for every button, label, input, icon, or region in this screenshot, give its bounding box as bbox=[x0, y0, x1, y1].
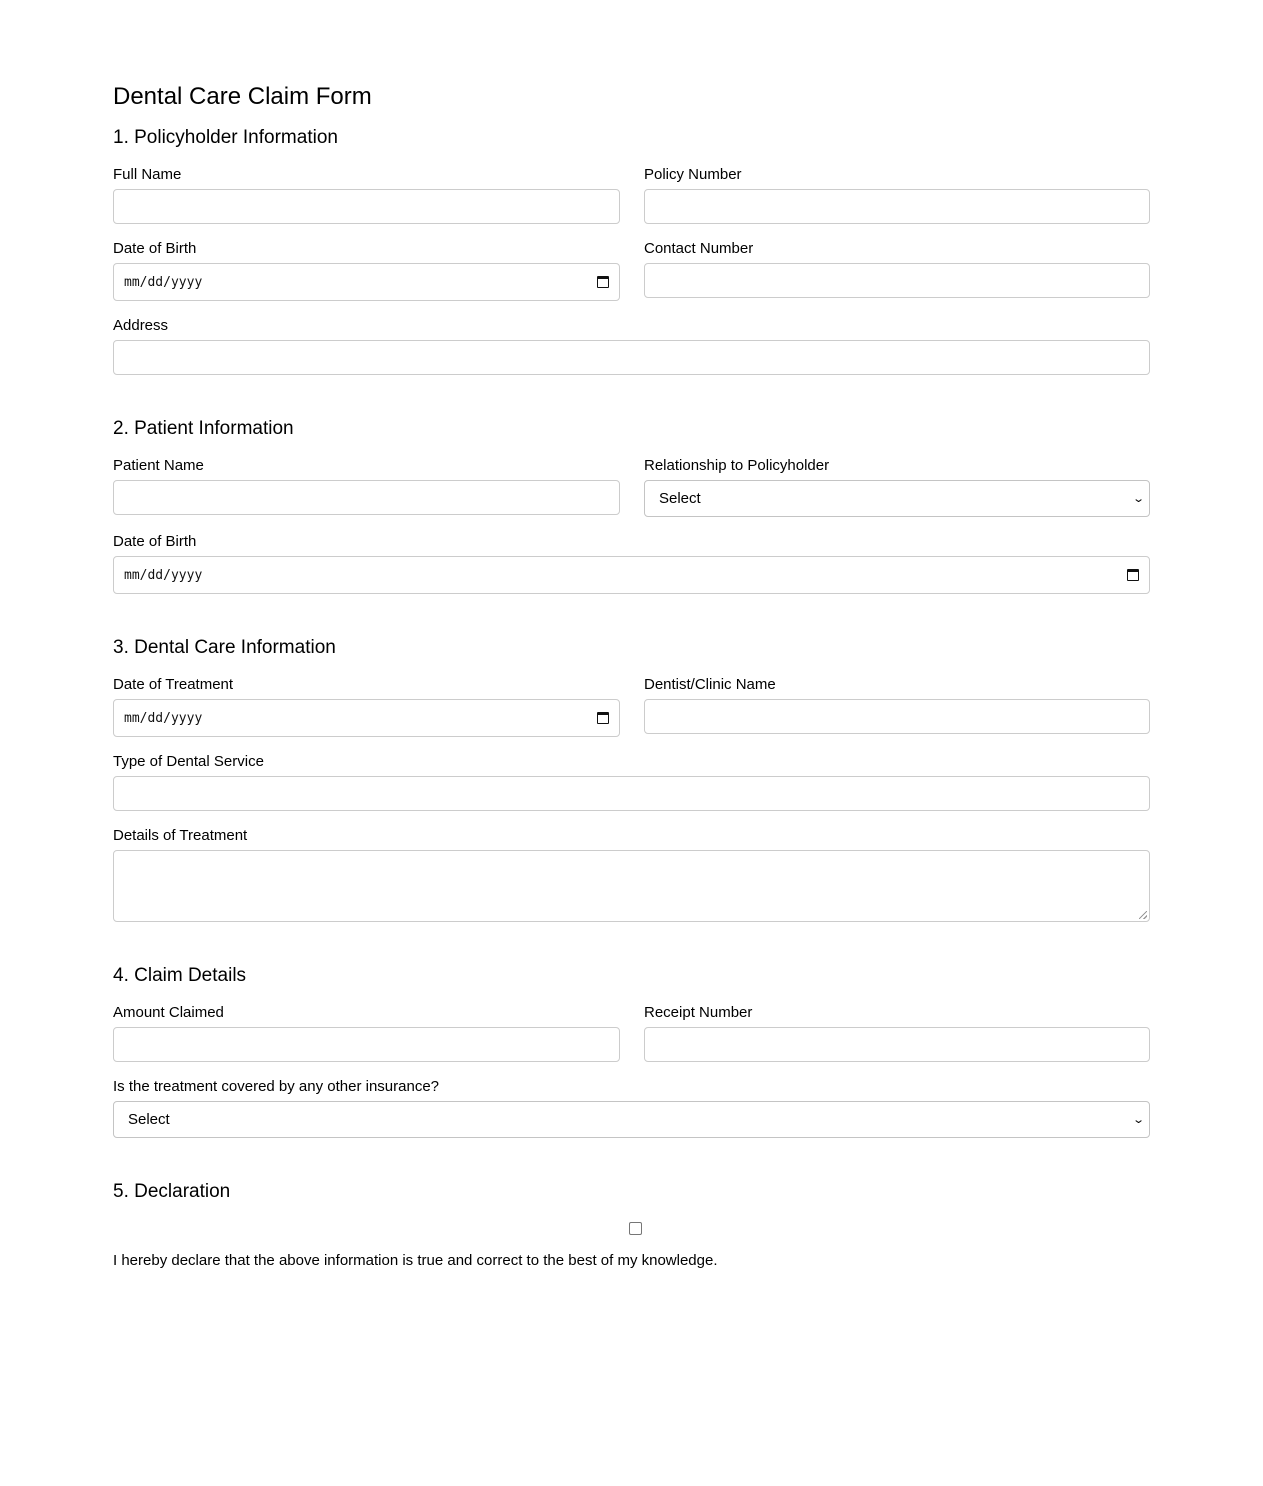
other-insurance-select[interactable] bbox=[113, 1101, 1150, 1138]
patient-dob-input[interactable] bbox=[113, 556, 1150, 594]
calendar-icon[interactable] bbox=[1127, 569, 1139, 581]
treatment-details-textarea[interactable] bbox=[113, 850, 1150, 922]
section-heading-policyholder: 1. Policyholder Information bbox=[113, 127, 338, 148]
calendar-icon[interactable] bbox=[597, 276, 609, 288]
service-type-label: Type of Dental Service bbox=[113, 753, 264, 770]
contact-number-input[interactable] bbox=[644, 263, 1150, 298]
treatment-date-label: Date of Treatment bbox=[113, 676, 234, 693]
resize-handle-icon[interactable] bbox=[1139, 911, 1147, 919]
contact-number-label: Contact Number bbox=[644, 240, 754, 257]
patient-name-label: Patient Name bbox=[113, 457, 204, 474]
clinic-name-input[interactable] bbox=[644, 699, 1150, 734]
policyholder-dob-input[interactable] bbox=[113, 263, 620, 301]
other-insurance-label: Is the treatment covered by any other insurance? bbox=[113, 1078, 440, 1095]
policy-number-input[interactable] bbox=[644, 189, 1150, 224]
date-placeholder: mm/dd/yyyy bbox=[124, 567, 203, 583]
patient-dob-label: Date of Birth bbox=[113, 533, 197, 550]
treatment-date-input[interactable] bbox=[113, 699, 620, 737]
full-name-input[interactable] bbox=[113, 189, 620, 224]
other-insurance-select-value: Select bbox=[128, 1111, 170, 1128]
policy-number-label: Policy Number bbox=[644, 166, 742, 183]
relationship-label: Relationship to Policyholder bbox=[644, 457, 830, 474]
treatment-details-label: Details of Treatment bbox=[113, 827, 248, 844]
section-heading-declaration: 5. Declaration bbox=[113, 1181, 231, 1202]
address-input[interactable] bbox=[113, 340, 1150, 375]
amount-claimed-input[interactable] bbox=[113, 1027, 620, 1062]
receipt-number-input[interactable] bbox=[644, 1027, 1150, 1062]
section-heading-claim: 4. Claim Details bbox=[113, 965, 247, 986]
patient-name-input[interactable] bbox=[113, 480, 620, 515]
clinic-name-label: Dentist/Clinic Name bbox=[644, 676, 776, 693]
address-label: Address bbox=[113, 317, 169, 334]
chevron-down-icon: ⌄ bbox=[1131, 1114, 1145, 1126]
policyholder-dob-label: Date of Birth bbox=[113, 240, 197, 257]
calendar-icon[interactable] bbox=[597, 712, 609, 724]
date-placeholder: mm/dd/yyyy bbox=[124, 710, 203, 726]
section-heading-patient: 2. Patient Information bbox=[113, 418, 294, 439]
relationship-select[interactable] bbox=[644, 480, 1150, 517]
section-heading-dental: 3. Dental Care Information bbox=[113, 637, 336, 658]
amount-claimed-label: Amount Claimed bbox=[113, 1004, 224, 1021]
chevron-down-icon: ⌄ bbox=[1131, 493, 1145, 505]
service-type-input[interactable] bbox=[113, 776, 1150, 811]
relationship-select-value: Select bbox=[659, 490, 701, 507]
declaration-checkbox[interactable] bbox=[629, 1222, 642, 1235]
page-title: Dental Care Claim Form bbox=[113, 83, 372, 110]
date-placeholder: mm/dd/yyyy bbox=[124, 274, 203, 290]
full-name-label: Full Name bbox=[113, 166, 182, 183]
declaration-text: I hereby declare that the above information is true and correct to the best of my knowledge. bbox=[113, 1252, 718, 1269]
receipt-number-label: Receipt Number bbox=[644, 1004, 753, 1021]
